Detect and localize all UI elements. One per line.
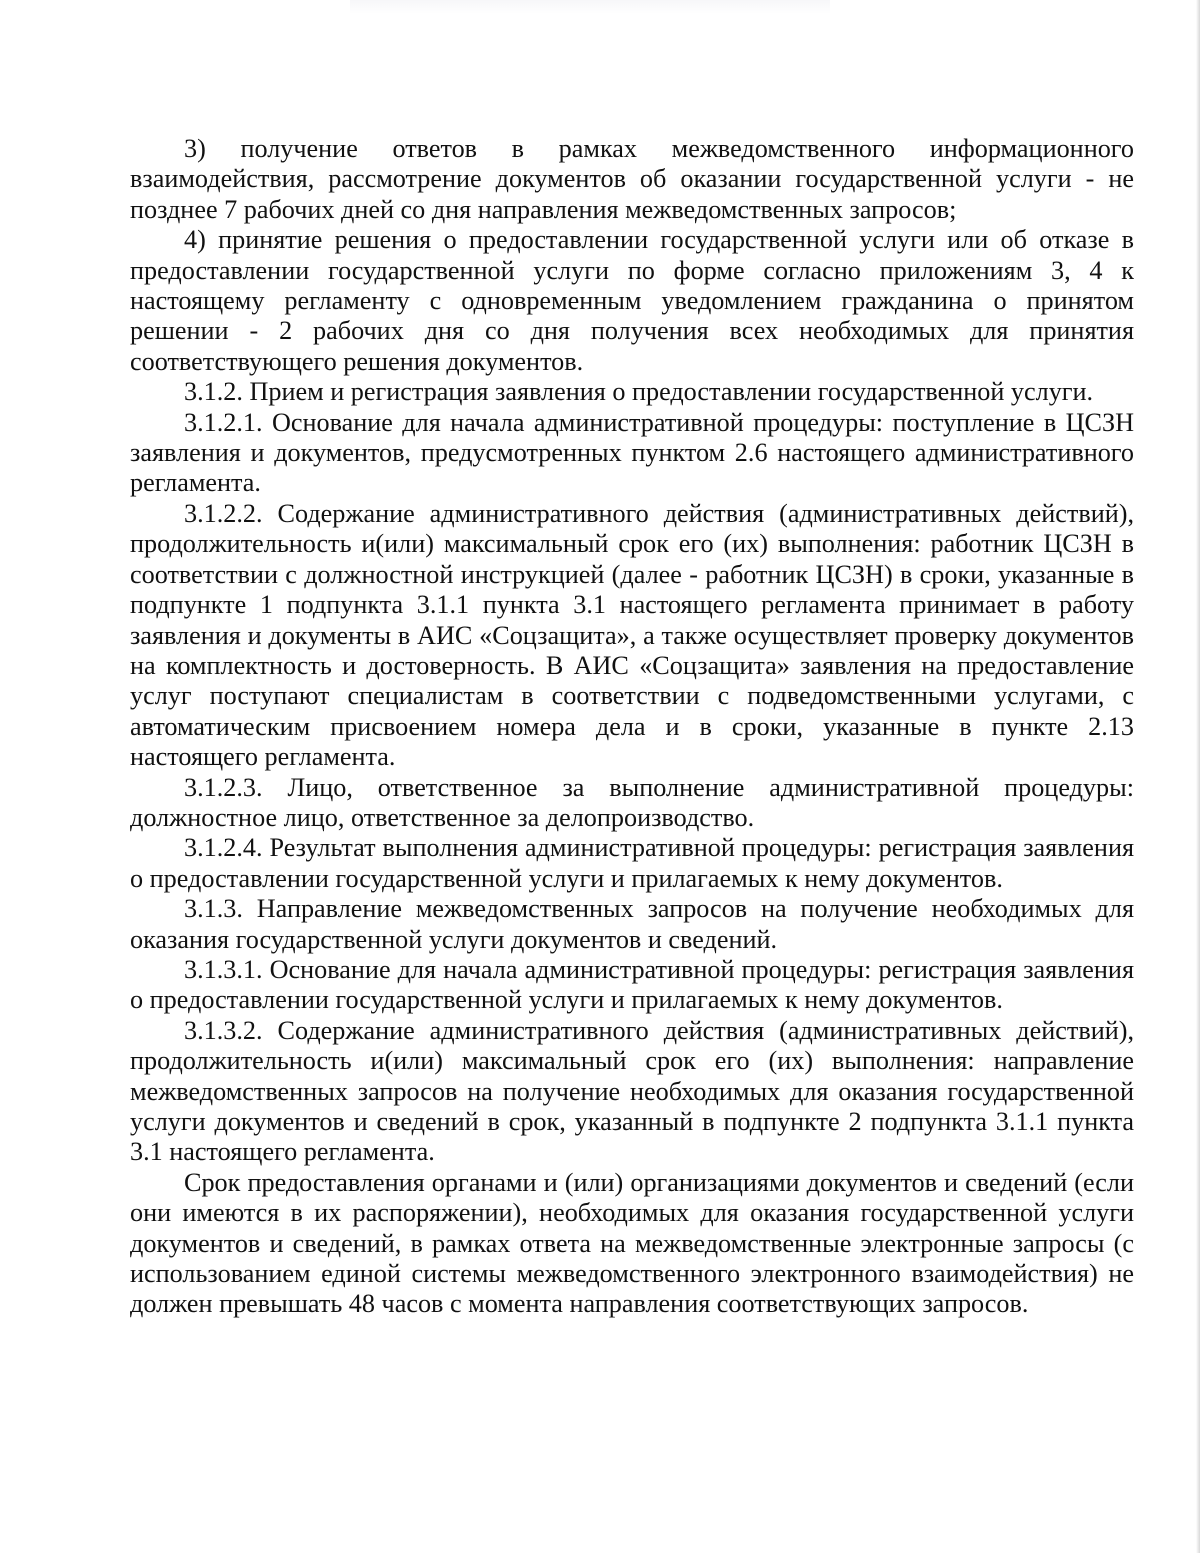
- paragraph-3-1-3-2: 3.1.3.2. Содержание административного действия (административных действий), продолжительность и(или) максимальный срок его (их) выполнения: направление межведомственных запросов на получение необходимых для оказания государственной услуги документов и сведений в срок, указанный в подпункте 2 подпункта 3.1.1 пункта 3.1 настоящего регламента.: [130, 1015, 1134, 1167]
- scan-smudge: [350, 0, 830, 14]
- paragraph-3-1-2-4: 3.1.2.4. Результат выполнения административной процедуры: регистрация заявления о предоставлении государственной услуги и прилагаемых к нему документов.: [130, 833, 1134, 893]
- paragraph-deadline: Срок предоставления органами и (или) организациями документов и сведений (если они имеются в их распоряжении), необходимых для оказания государственной услуги документов и сведений, в рамках ответа на межведомственные электронные запросы (с использованием единой системы межведомственного электронного взаимодействия) не должен превышать 48 часов с момента направления соответствующих запросов.: [130, 1167, 1134, 1319]
- paragraph-3-1-2: 3.1.2. Прием и регистрация заявления о предоставлении государственной услуги.: [184, 377, 1094, 407]
- document-page: [130, 134, 1134, 1320]
- paragraph-item-3: 3) получение ответов в рамках межведомственного информационного взаимодействия, рассмотрение документов об оказании государственной услуги - не позднее 7 рабочих дней со дня направления межведомственных запросов;: [130, 134, 1134, 224]
- paragraph-3-1-2-3: 3.1.2.3. Лицо, ответственное за выполнение административной процедуры: должностное лицо, ответственное за делопроизводство.: [130, 772, 1134, 832]
- paragraph-3-1-3: 3.1.3. Направление межведомственных запросов на получение необходимых для оказания государственной услуги документов и сведений.: [130, 894, 1134, 954]
- paragraph-3-1-2-2: 3.1.2.2. Содержание административного действия (административных действий), продолжительность и(или) максимальный срок его (их) выполнения: работник ЦСЗН в соответствии с должностной инструкцией (далее - работник ЦСЗН) в сроки, указанные в подпункте 1 подпункта 3.1.1 пункта 3.1 настоящего регламента принимает в работу заявления и документы в АИС «Соцзащита», а также осуществляет проверку документов на комплектность и достоверность. В АИС «Соцзащита» заявления на предоставление услуг поступают специалистам в соответствии с подведомственными услугами, с автоматическим присвоением номера дела и в сроки, указанные в пункте 2.13 настоящего регламента.: [130, 498, 1134, 772]
- paragraph-item-4: 4) принятие решения о предоставлении государственной услуги или об отказе в предоставлении государственной услуги по форме согласно приложениям 3, 4 к настоящему регламенту с одновременным уведомлением гражданина о принятом решении - 2 рабочих дня со дня получения всех необходимых для принятия соответствующего решения документов.: [130, 225, 1134, 376]
- paragraph-3-1-3-1: 3.1.3.1. Основание для начала административной процедуры: регистрация заявления о предоставлении государственной услуги и прилагаемых к нему документов.: [130, 954, 1134, 1015]
- scan-edge-shadow: [1196, 0, 1200, 1553]
- paragraph-3-1-2-1: 3.1.2.1. Основание для начала административной процедуры: поступление в ЦСЗН заявления и документов, предусмотренных пунктом 2.6 настоящего административного регламента.: [130, 407, 1134, 498]
